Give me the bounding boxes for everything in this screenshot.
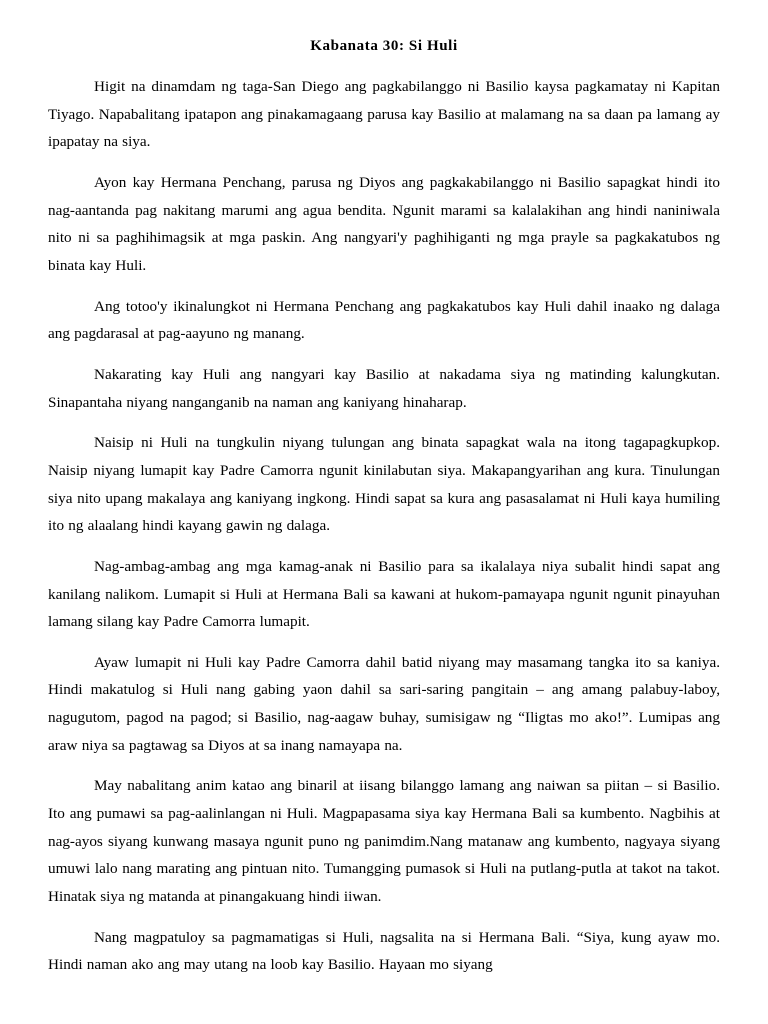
paragraph: Nag-ambag-ambag ang mga kamag-anak ni Basilio para sa ikalalaya niya subalit hindi sapat ang kanilang nalikom. Lumapit si Huli at Hermana Bali sa kawani at hukom-pamayapa ngunit ngunit pinayuhan lamang silang kay Padre Camorra lumapit.: [48, 557, 720, 631]
paragraph: Ayon kay Hermana Penchang, parusa ng Diyos ang pagkakabilanggo ni Basilio sapagkat hindi ito nag-aantanda pag nakitang marumi ang agua bendita. Ngunit marami sa kalalakihan ang hindi naniniwala nito ni sa paghihimagsik at mga paskin. Ang nangyari'y paghihiganti ng mga prayle sa pagkakatubos ng binata kay Huli.: [48, 173, 720, 274]
paragraph: Nang magpatuloy sa pagmamatigas si Huli, nagsalita na si Hermana Bali. “Siya, kung ayaw mo. Hindi naman ako ang may utang na loob kay Basilio. Hayaan mo siyang: [48, 928, 720, 974]
paragraph: Naisip ni Huli na tungkulin niyang tulungan ang binata sapagkat wala na itong tagapagkupkop. Naisip niyang lumapit kay Padre Camorra ngunit kinilabutan siya. Makapangyarihan ang kura. Tinulungan siya nito upang makalaya ang kaniyang ingkong. Hindi sapat sa kura ang pasasalamat ni Huli kaya humiling ito ng alaalang hindi kayang gawin ng dalaga.: [48, 434, 720, 535]
paragraph: Ayaw lumapit ni Huli kay Padre Camorra dahil batid niyang may masamang tangka ito sa kaniya. Hindi makatulog si Huli nang gabing yaon dahil sa sari-saring pangitain – ang amang palabuy-laboy, nagugutom, pagod na pagod; si Basilio, nag-aagaw buhay, sumisigaw ng “Iligtas mo ako!”. Lumipas ang araw niya sa pagtawag sa Diyos at sa inang namayapa na.: [48, 653, 720, 754]
page-title: Kabanata 30: Si Huli: [310, 38, 458, 54]
paragraph: May nabalitang anim katao ang binaril at iisang bilanggo lamang ang naiwan sa piitan – si Basilio. Ito ang pumawi sa pag-aalinlangan ni Huli. Magpapasama siya kay Hermana Bali sa kumbento. Nagbihis at nag-ayos siyang kunwang masaya ngunit puno ng panimdim.Nang matanaw ang kumbento, nagyaya siyang umuwi lalo nang marating ang pintuan nito. Tumangging pumasok si Huli na putlang-putla at takot na takot. Hinatak siya ng matanda at pinangakuang hindi iiwan.: [48, 777, 720, 906]
paragraph: Higit na dinamdam ng taga-San Diego ang pagkabilanggo ni Basilio kaysa pagkamatay ni Kapitan Tiyago. Napabalitang ipatapon ang pinakamagaang parusa kay Basilio at malamang na sa daan pa lamang ay ipapatay na siya.: [48, 78, 720, 151]
paragraph: Ang totoo'y ikinalungkot ni Hermana Penchang ang pagkakatubos kay Huli dahil inaako ng dalaga ang pagdarasal at pag-aayuno ng manang.: [48, 297, 720, 343]
paragraph: Nakarating kay Huli ang nangyari kay Basilio at nakadama siya ng matinding kalungkutan. Sinapantaha niyang nanganganib na naman ang kaniyang hinaharap.: [48, 365, 720, 411]
